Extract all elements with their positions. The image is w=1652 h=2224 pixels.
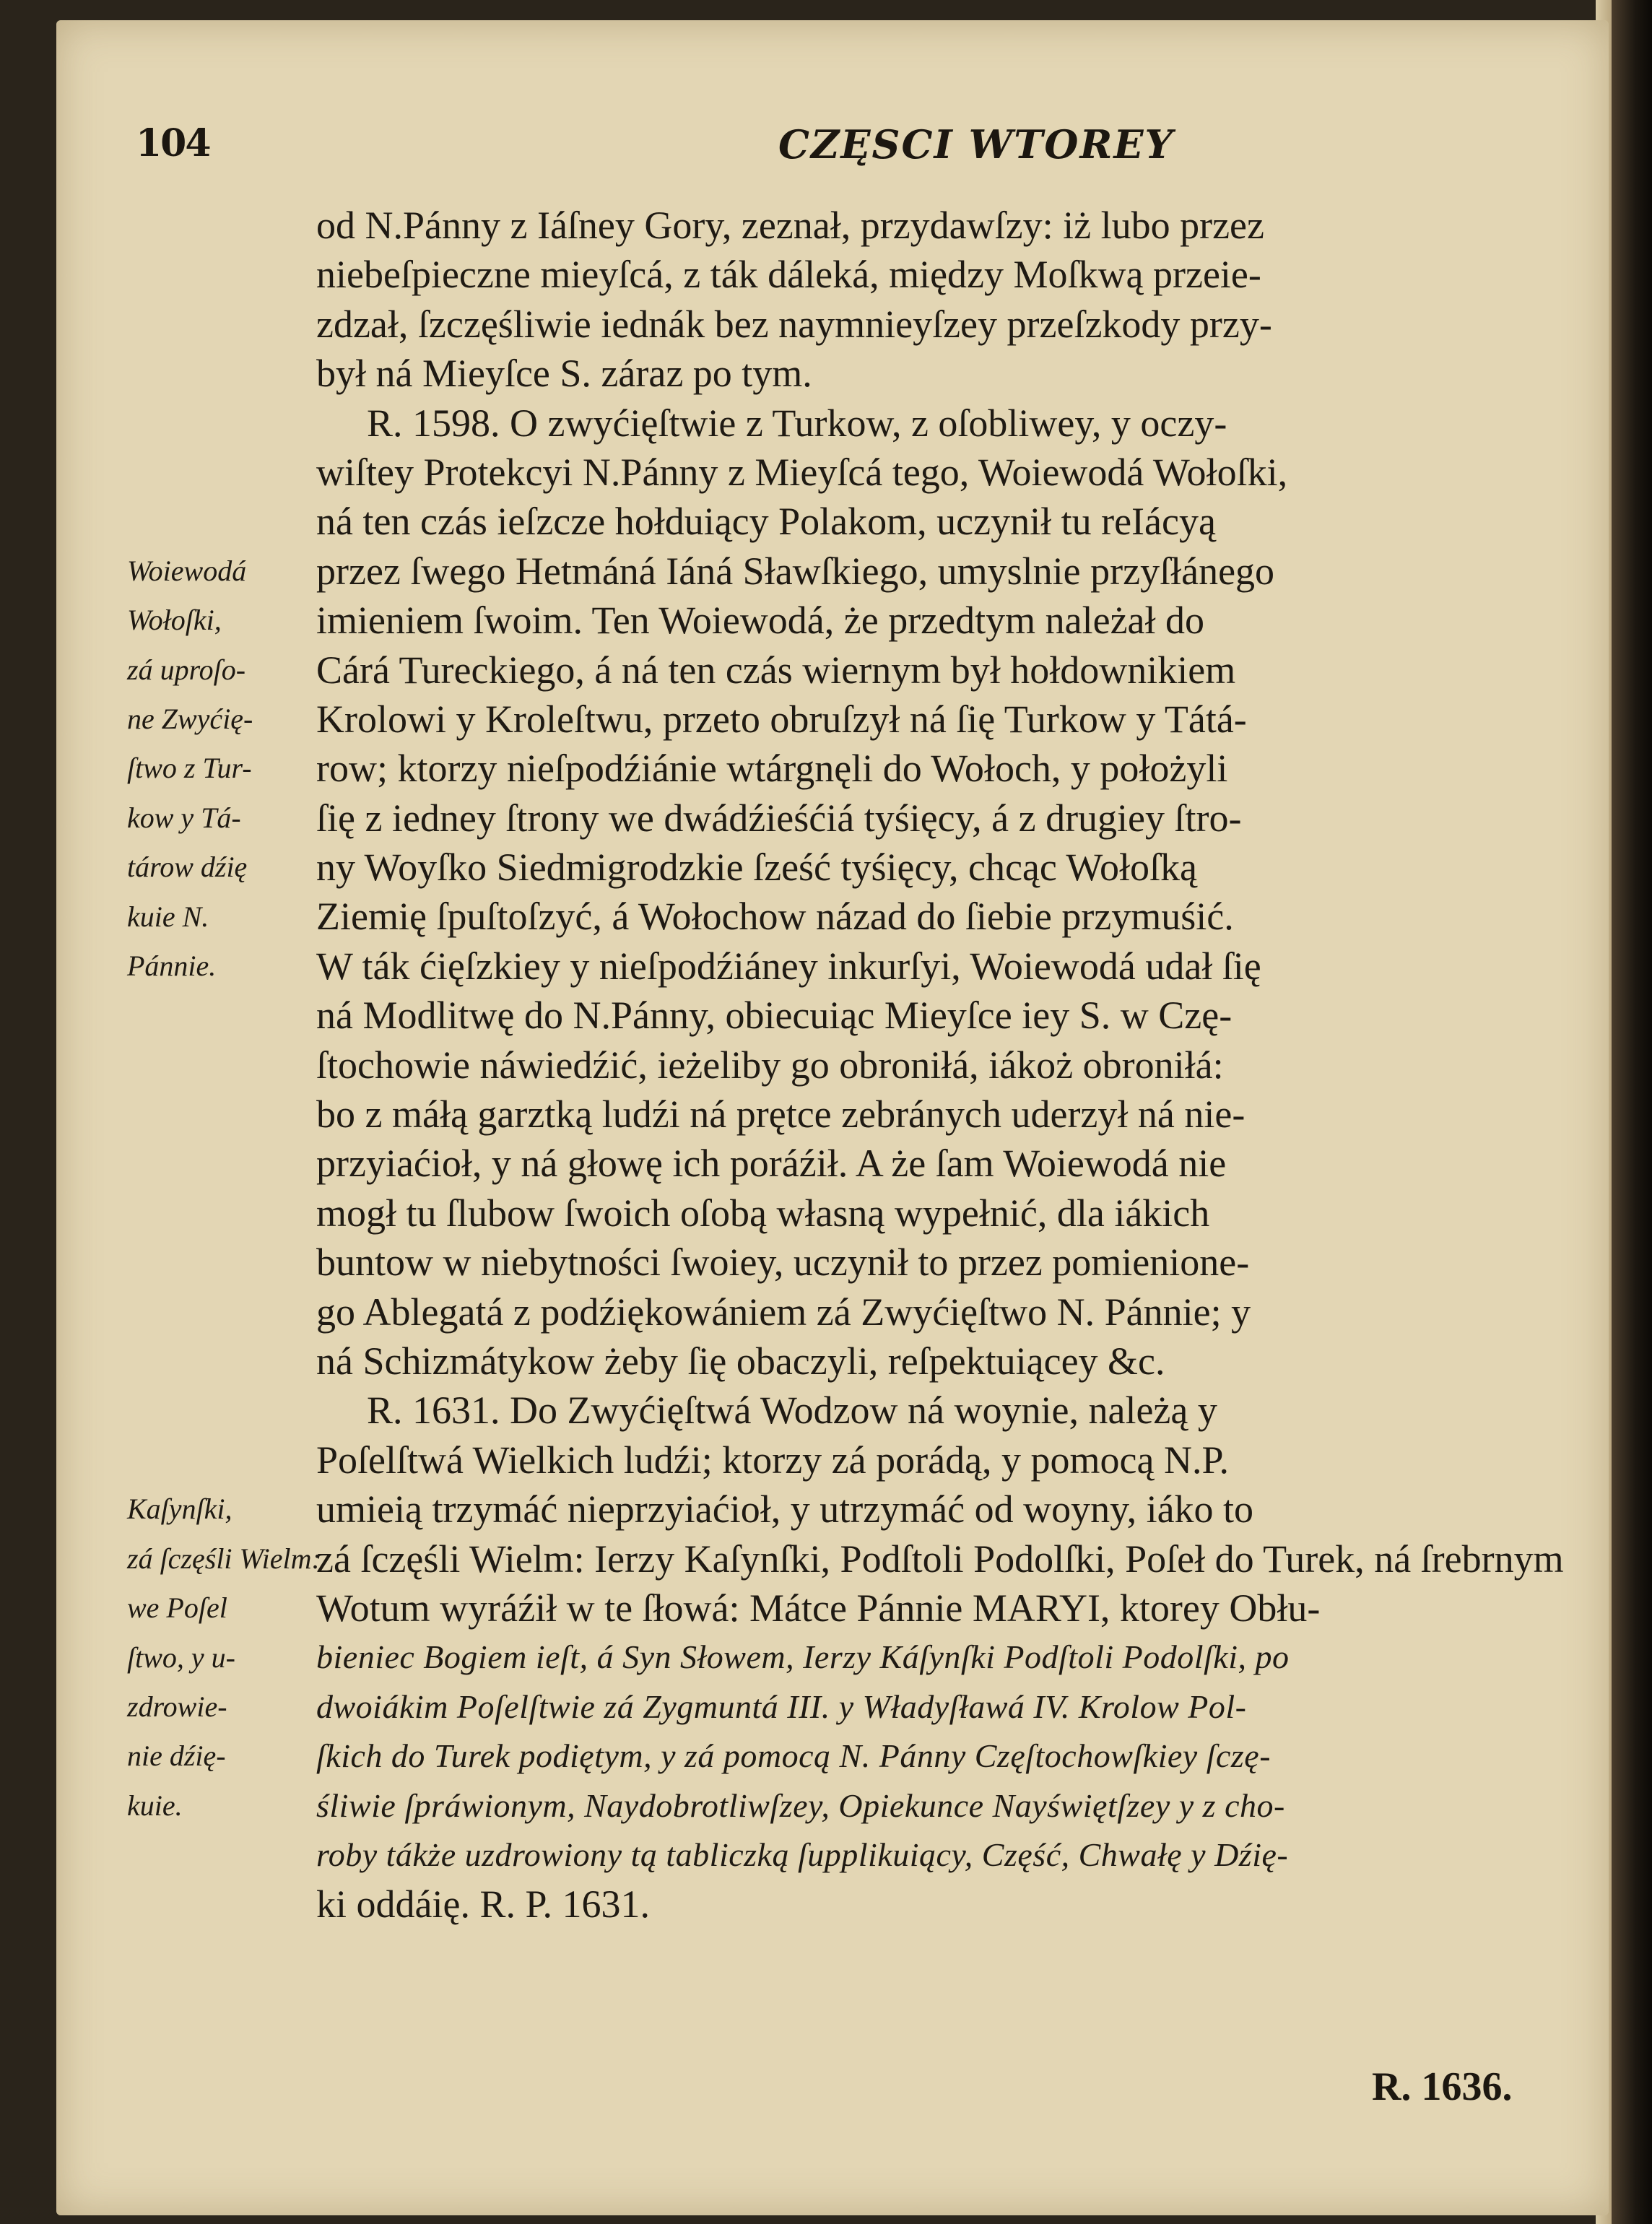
margin-note-line: kow y Tá- [127,801,241,834]
margin-note-line: zdrowie- [127,1690,227,1724]
margin-note-line: Pánnie. [127,950,217,983]
body-line: był ná Mieyſce S. záraz po tym. [316,352,812,396]
body-line: ſię z iedney ſtrony we dwádźieśćiá tyśięcy, á z drugiey ſtro- [316,796,1242,840]
catchword: R. 1636. [1372,2064,1513,2109]
margin-note-line: kuie N. [127,900,209,933]
margin-note-line: zá ſczęśli Wielm: [127,1542,321,1575]
body-line: ná Schizmátykow żeby ſię obaczyli, reſpektuiącey &c. [316,1339,1165,1383]
body-line: umieią trzymáć nieprzyiaćioł, y utrzymáć od woyny, iáko to [316,1487,1254,1532]
body-line: Poſelſtwá Wielkich ludźi; ktorzy zá porádą, y pomocą N.P. [316,1438,1230,1482]
margin-note-line: kuie. [127,1789,183,1822]
body-line: zdzał, ſzczęśliwie iednák bez naymnieyſzey przeſzkody przy- [316,302,1272,346]
body-line: R. 1598. O zwyćięſtwie z Turkow, z oſobliwey, y oczy- [367,401,1227,445]
body-line: ná ten czás ieſzcze hołduiący Polakom, uczynił tu reIácyą [316,500,1216,544]
body-line: R. 1631. Do Zwyćięſtwá Wodzow ná woynie, należą y [367,1389,1217,1433]
body-line: ki oddáię. R. P. 1631. [316,1882,651,1927]
page-header [56,121,1609,179]
margin-note-line: ſtwo, y u- [127,1641,235,1674]
margin-note-line: ne Zwyćię- [127,703,253,736]
body-line: Cárá Tureckiego, á ná ten czás wiernym był hołdownikiem [316,648,1236,692]
body-line: wiſtey Protekcyi N.Pánny z Mieyſcá tego, Woiewodá Wołoſki, [316,450,1288,494]
body-line: imieniem ſwoim. Ten Woiewodá, że przedtym należał do [316,599,1205,643]
margin-note-line: ſtwo z Tur- [127,752,252,785]
body-line: buntow w niebytności ſwoiey, uczynił to przez pomienione- [316,1241,1250,1285]
body-line: W ták ćięſzkiey y nieſpodźiáney inkurſyi, Woiewodá udał ſię [316,944,1261,988]
body-line: Ziemię ſpuſtoſzyć, á Wołochow názad do ſiebie przymuśić. [316,895,1234,939]
body-line: bieniec Bogiem ieſt, á Syn Słowem, Ierzy Káſynſki Podſtoli Podolſki, po [316,1638,1290,1676]
margin-note [127,1485,321,1830]
body-line: ny Woyſko Siedmigrodzkie ſześć tyśięcy, chcąc Wołoſką [316,846,1197,890]
body-line: go Ablegatá z podźiękowániem zá Zwyćięſtwo N. Pánnie; y [316,1290,1251,1334]
body-line: zá ſczęśli Wielm: Ierzy Kaſynſki, Podſtoli Podolſki, Poſeł do Turek, ná ſrebrnym [316,1537,1564,1581]
running-head: CZĘSCI WTOREY [778,121,1175,168]
body-line: roby tákże uzdrowiony tą tabliczką ſupplikuiący, Część, Chwałę y Dźię- [316,1836,1289,1873]
margin-note-line: Kaſynſki, [127,1493,232,1526]
body-line: ſtochowie náwiedźić, ieżeliby go obroniłá, iákoż obroniłá: [316,1043,1224,1087]
margin-note [127,547,253,991]
margin-note-line: tárow dźię [127,851,248,884]
body-line: row; ktorzy nieſpodźiánie wtárgnęli do Wołoch, y położyli [316,747,1228,791]
body-line: bo z máłą garztką ludźi ná prętce zebránych uderzył ná nie- [316,1093,1245,1137]
body-line: Wotum wyráźił w te ſłowá: Mátce Pánnie MARYI, ktorey Obłu- [316,1586,1321,1630]
margin-note-line: Woiewodá [127,554,247,587]
body-line: ná Modlitwę do N.Pánny, obiecuiąc Mieyſce iey S. w Czę- [316,994,1233,1038]
page-number: 104 [136,121,210,165]
body-line: Krolowi y Kroleſtwu, przeto obruſzył ná ſię Turkow y Tátá- [316,697,1247,741]
body-line: przez ſwego Hetmáná Iáná Sławſkiego, umyslnie przyſłánego [316,549,1275,593]
body-line: od N.Pánny z Iáſney Gory, zeznał, przydawſzy: iż lubo przez [316,204,1264,247]
margin-note-line: zá uproſo- [127,653,246,686]
margin-note-line: nie dźię- [127,1739,226,1773]
body-line: śliwie ſpráwionym, Naydobrotliwſzey, Opiekunce Nayświętſzey y z cho- [316,1786,1285,1824]
book-binding [1612,0,1652,2224]
body-line: przyiaćioł, y ná głowę ich poráźił. A że ſam Woiewodá nie [316,1142,1227,1186]
book-page [56,20,1609,2215]
margin-note-line: Wołoſki, [127,604,222,637]
body-line: ſkich do Turek podiętym, y zá pomocą N. Pánny Częſtochowſkiey ſczę- [316,1737,1271,1775]
body-line: mogł tu ſlubow ſwoich oſobą własną wypełnić, dla iákich [316,1191,1210,1235]
body-line: dwoiákim Poſelſtwie zá Zygmuntá III. y Władyſławá IV. Krolow Pol- [316,1687,1247,1725]
main-text-block [316,201,1594,1929]
margin-note-line: we Poſel [127,1591,227,1625]
body-line: niebeſpieczne mieyſcá, z ták dáleká, między Moſkwą przeie- [316,253,1261,297]
